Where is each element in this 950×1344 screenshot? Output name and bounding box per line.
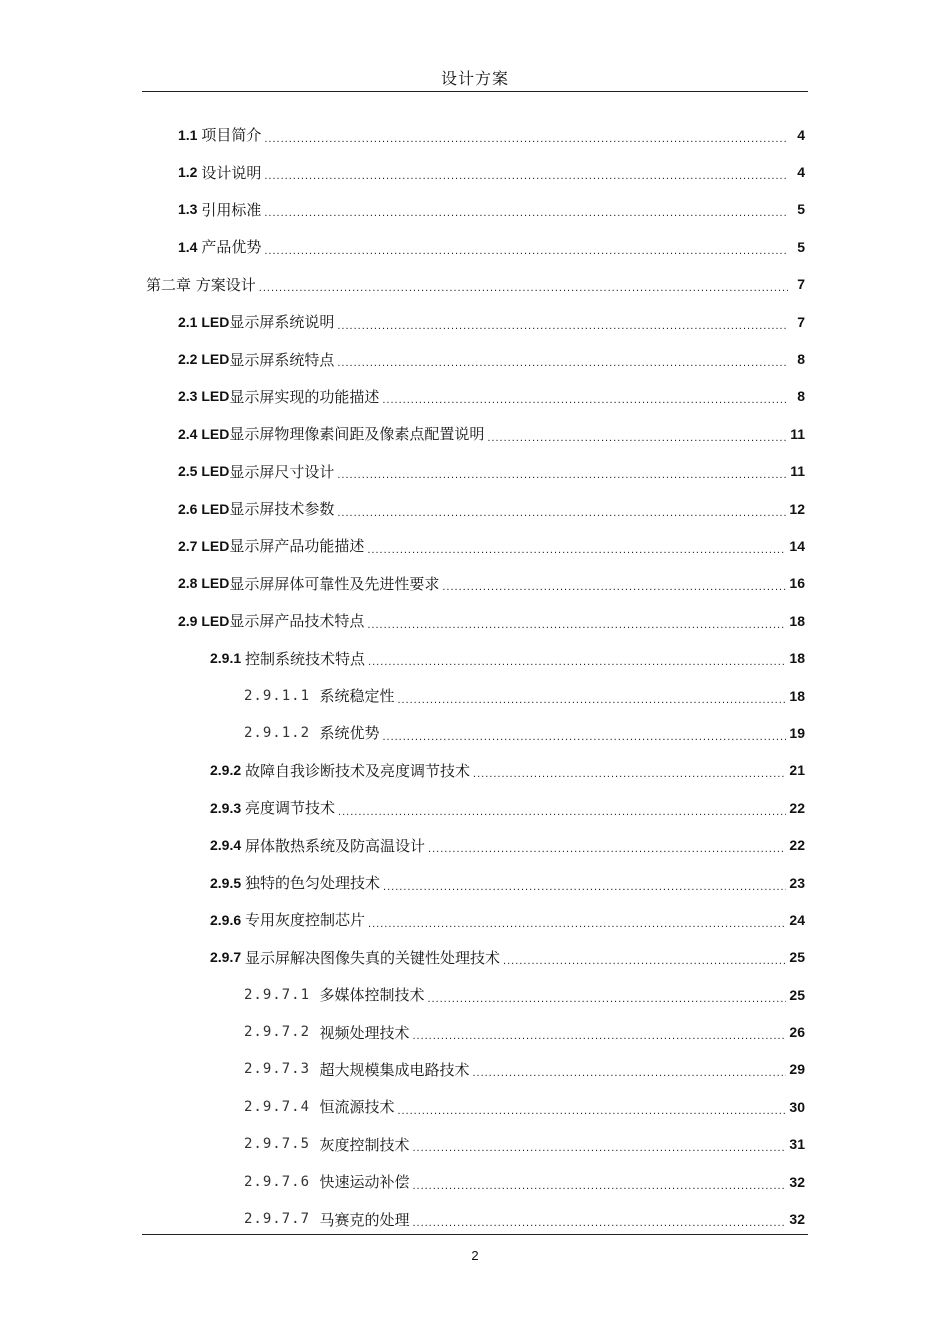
toc-entry-number: 2.9.3 <box>210 799 246 816</box>
toc-entry-title: 显示屏实现的功能描述 <box>229 387 380 406</box>
toc-dot-leader <box>259 282 788 294</box>
toc-entry[interactable] <box>0 939 950 976</box>
toc-dot-leader <box>412 1217 786 1229</box>
toc-entry-page: 7 <box>797 276 805 293</box>
toc-entry-title: 项目简介 <box>201 126 262 145</box>
toc-entry-number: 2.9.4 <box>210 837 246 854</box>
toc-dot-leader <box>337 320 788 332</box>
toc-entry-title: 设计说明 <box>201 163 262 182</box>
toc-dot-leader <box>472 1067 786 1079</box>
toc-entry-title: 显示屏尺寸设计 <box>229 462 335 481</box>
toc-dot-leader <box>264 170 788 182</box>
toc-entry[interactable] <box>0 1163 950 1200</box>
toc-entry-title: 引用标准 <box>201 200 262 219</box>
toc-entry[interactable] <box>0 191 950 228</box>
toc-entry-page: 23 <box>789 874 805 891</box>
toc-entry[interactable] <box>0 490 950 527</box>
toc-entry-title: 控制系统技术特点 <box>245 649 366 668</box>
toc-entry-title: 快速运动补偿 <box>319 1173 410 1192</box>
toc-entry-title: 显示屏屏体可靠性及先进性要求 <box>229 574 440 593</box>
toc-dot-leader <box>264 207 788 219</box>
toc-entry-title: 显示屏系统说明 <box>229 313 335 332</box>
toc-entry-page: 32 <box>789 1173 805 1190</box>
toc-entry-title: 故障自我诊断技术及亮度调节技术 <box>245 761 471 780</box>
toc-entry-number: 2.7 LED <box>178 537 230 554</box>
toc-entry-number: 2.9.7 <box>210 949 246 966</box>
toc-entry-page: 11 <box>790 463 805 480</box>
toc-dot-leader <box>412 1030 786 1042</box>
toc-entry-page: 8 <box>797 388 805 405</box>
toc-entry-page: 7 <box>797 313 805 330</box>
toc-entry-page: 19 <box>789 724 805 741</box>
toc-entry-number: 2.8 LED <box>178 575 230 592</box>
toc-entry-number: 2.9.7.2 <box>244 1024 320 1041</box>
toc-entry-title: 灰度控制技术 <box>319 1135 410 1154</box>
toc-entry-title: 显示屏产品功能描述 <box>229 537 365 556</box>
toc-entry[interactable] <box>0 565 950 602</box>
toc-entry-number: 1.2 <box>178 164 202 181</box>
toc-entry-number: 2.1 LED <box>178 313 230 330</box>
toc-entry-number: 2.9.7.4 <box>244 1098 320 1115</box>
toc-entry-title: 显示屏系统特点 <box>229 350 335 369</box>
toc-entry-number: 1.4 <box>178 238 202 255</box>
toc-entry-page: 29 <box>789 1061 805 1078</box>
toc-entry[interactable] <box>0 453 950 490</box>
toc-entry-number: 2.9.6 <box>210 911 246 928</box>
toc-entry-title: 系统稳定性 <box>319 687 395 706</box>
toc-dot-leader <box>503 955 786 967</box>
toc-dot-leader <box>337 357 788 369</box>
toc-entry-page: 12 <box>789 500 805 517</box>
toc-entry[interactable] <box>0 266 950 303</box>
toc-entry[interactable] <box>0 752 950 789</box>
toc-entry-page: 22 <box>789 837 805 854</box>
toc-dot-leader <box>382 731 786 743</box>
toc-entry-page: 24 <box>789 911 805 928</box>
toc-entry-number: 2.9.7.1 <box>244 986 320 1003</box>
toc-entry-number: 2.9.7.5 <box>244 1136 320 1153</box>
footer-rule <box>142 1234 808 1235</box>
toc-entry[interactable] <box>0 639 950 676</box>
toc-entry-title: 超大规模集成电路技术 <box>319 1060 470 1079</box>
toc-dot-leader <box>427 993 786 1005</box>
toc-entry[interactable] <box>0 340 950 377</box>
toc-entry-number: 2.4 LED <box>178 425 230 442</box>
toc-entry-title: 显示屏产品技术特点 <box>229 612 365 631</box>
toc-entry-page: 4 <box>797 126 805 143</box>
toc-entry-title: 独特的色匀处理技术 <box>245 874 381 892</box>
toc-entry-number: 1.1 <box>178 126 202 143</box>
toc-entry[interactable] <box>0 1088 950 1125</box>
toc-dot-leader <box>397 694 786 706</box>
toc-entry-page: 26 <box>789 1024 805 1041</box>
toc-dot-leader <box>337 469 787 481</box>
toc-dot-leader <box>473 768 786 780</box>
toc-dot-leader <box>338 806 786 818</box>
toc-entry-title: 显示屏物理像素间距及像素点配置说明 <box>229 425 485 444</box>
toc-entry-page: 21 <box>789 762 805 779</box>
toc-entry-number: 2.3 LED <box>178 388 230 405</box>
toc-dot-leader <box>264 245 788 257</box>
toc-entry[interactable] <box>0 714 950 751</box>
page-header-title: 设计方案 <box>440 69 509 88</box>
toc-entry-title: 屏体散热系统及防高温设计 <box>245 836 426 855</box>
toc-entry-page: 8 <box>797 351 805 368</box>
toc-entry-page: 4 <box>797 164 805 181</box>
toc-dot-leader <box>382 394 788 406</box>
toc-dot-leader <box>368 918 786 930</box>
toc-entry-number: 1.3 <box>178 201 202 218</box>
toc-entry-number: 2.9.2 <box>210 762 246 779</box>
toc-dot-leader <box>442 581 786 593</box>
toc-entry[interactable] <box>0 976 950 1013</box>
toc-entry-page: 31 <box>789 1136 805 1153</box>
toc-entry[interactable] <box>0 901 950 938</box>
toc-entry[interactable] <box>0 1200 950 1237</box>
toc-entry-title: 产品优势 <box>201 238 262 257</box>
toc-entry-page: 5 <box>797 201 805 218</box>
toc-entry-number: 2.5 LED <box>178 463 230 480</box>
toc-entry-title: 系统优势 <box>319 724 380 743</box>
toc-entry-page: 18 <box>789 612 805 629</box>
toc-entry-number: 2.9.7.3 <box>244 1061 320 1078</box>
toc-entry-number: 2.9.5 <box>210 874 246 891</box>
toc-entry-title: 第二章 方案设计 <box>146 275 256 294</box>
toc-entry[interactable] <box>0 864 950 901</box>
toc-entry-page: 14 <box>789 537 805 554</box>
toc-entry[interactable] <box>0 378 950 415</box>
toc-entry-title: 多媒体控制技术 <box>319 986 425 1005</box>
toc-dot-leader <box>264 133 788 145</box>
toc-dot-leader <box>368 656 786 668</box>
toc-dot-leader <box>383 881 786 893</box>
toc-entry-number: 2.9 LED <box>178 612 230 629</box>
toc-entry-title: 专用灰度控制芯片 <box>245 911 366 930</box>
toc-entry-page: 25 <box>789 986 805 1003</box>
toc-dot-leader <box>397 1105 786 1117</box>
toc-entry-title: 亮度调节技术 <box>245 799 336 818</box>
toc-entry-number: 2.9.7.6 <box>244 1173 320 1190</box>
toc-entry-page: 18 <box>789 650 805 667</box>
toc-entry-number: 2.9.1.2 <box>244 724 320 741</box>
table-of-contents <box>0 116 950 1238</box>
toc-entry[interactable] <box>0 602 950 639</box>
toc-entry-number: 2.9.1.1 <box>244 687 320 704</box>
toc-dot-leader <box>412 1180 786 1192</box>
toc-entry-page: 11 <box>790 425 805 442</box>
toc-entry-page: 25 <box>789 949 805 966</box>
toc-entry-title: 恒流源技术 <box>319 1098 395 1117</box>
toc-entry[interactable] <box>0 153 950 190</box>
header-rule <box>142 91 808 92</box>
toc-entry[interactable] <box>0 789 950 826</box>
toc-dot-leader <box>367 544 786 556</box>
toc-entry[interactable] <box>0 677 950 714</box>
toc-entry-title: 视频处理技术 <box>319 1023 410 1042</box>
toc-entry[interactable] <box>0 1126 950 1163</box>
toc-entry[interactable] <box>0 527 950 564</box>
toc-dot-leader <box>412 1142 786 1154</box>
toc-entry-page: 5 <box>797 238 805 255</box>
toc-entry-page: 32 <box>789 1211 805 1228</box>
toc-dot-leader <box>367 619 786 631</box>
toc-dot-leader <box>337 507 786 519</box>
toc-entry-title: 显示屏解决图像失真的关键性处理技术 <box>245 948 501 967</box>
toc-entry[interactable] <box>0 1013 950 1050</box>
toc-entry[interactable] <box>0 303 950 340</box>
toc-dot-leader <box>487 432 787 444</box>
toc-entry-page: 30 <box>789 1098 805 1115</box>
toc-entry-number: 2.2 LED <box>178 351 230 368</box>
toc-entry-page: 16 <box>789 575 805 592</box>
toc-entry-title: 显示屏技术参数 <box>229 500 335 519</box>
toc-entry[interactable] <box>0 1051 950 1088</box>
toc-entry[interactable] <box>0 228 950 265</box>
toc-entry-number: 2.9.7.7 <box>244 1211 320 1228</box>
toc-entry-number: 2.9.1 <box>210 650 246 667</box>
toc-entry-title: 马赛克的处理 <box>319 1210 410 1229</box>
toc-dot-leader <box>428 843 786 855</box>
page-number: 2 <box>471 1248 479 1263</box>
toc-entry[interactable] <box>0 826 950 863</box>
toc-entry[interactable] <box>0 415 950 452</box>
toc-entry[interactable] <box>0 116 950 153</box>
toc-entry-page: 22 <box>789 799 805 816</box>
toc-entry-number: 2.6 LED <box>178 500 230 517</box>
toc-entry-page: 18 <box>789 687 805 704</box>
